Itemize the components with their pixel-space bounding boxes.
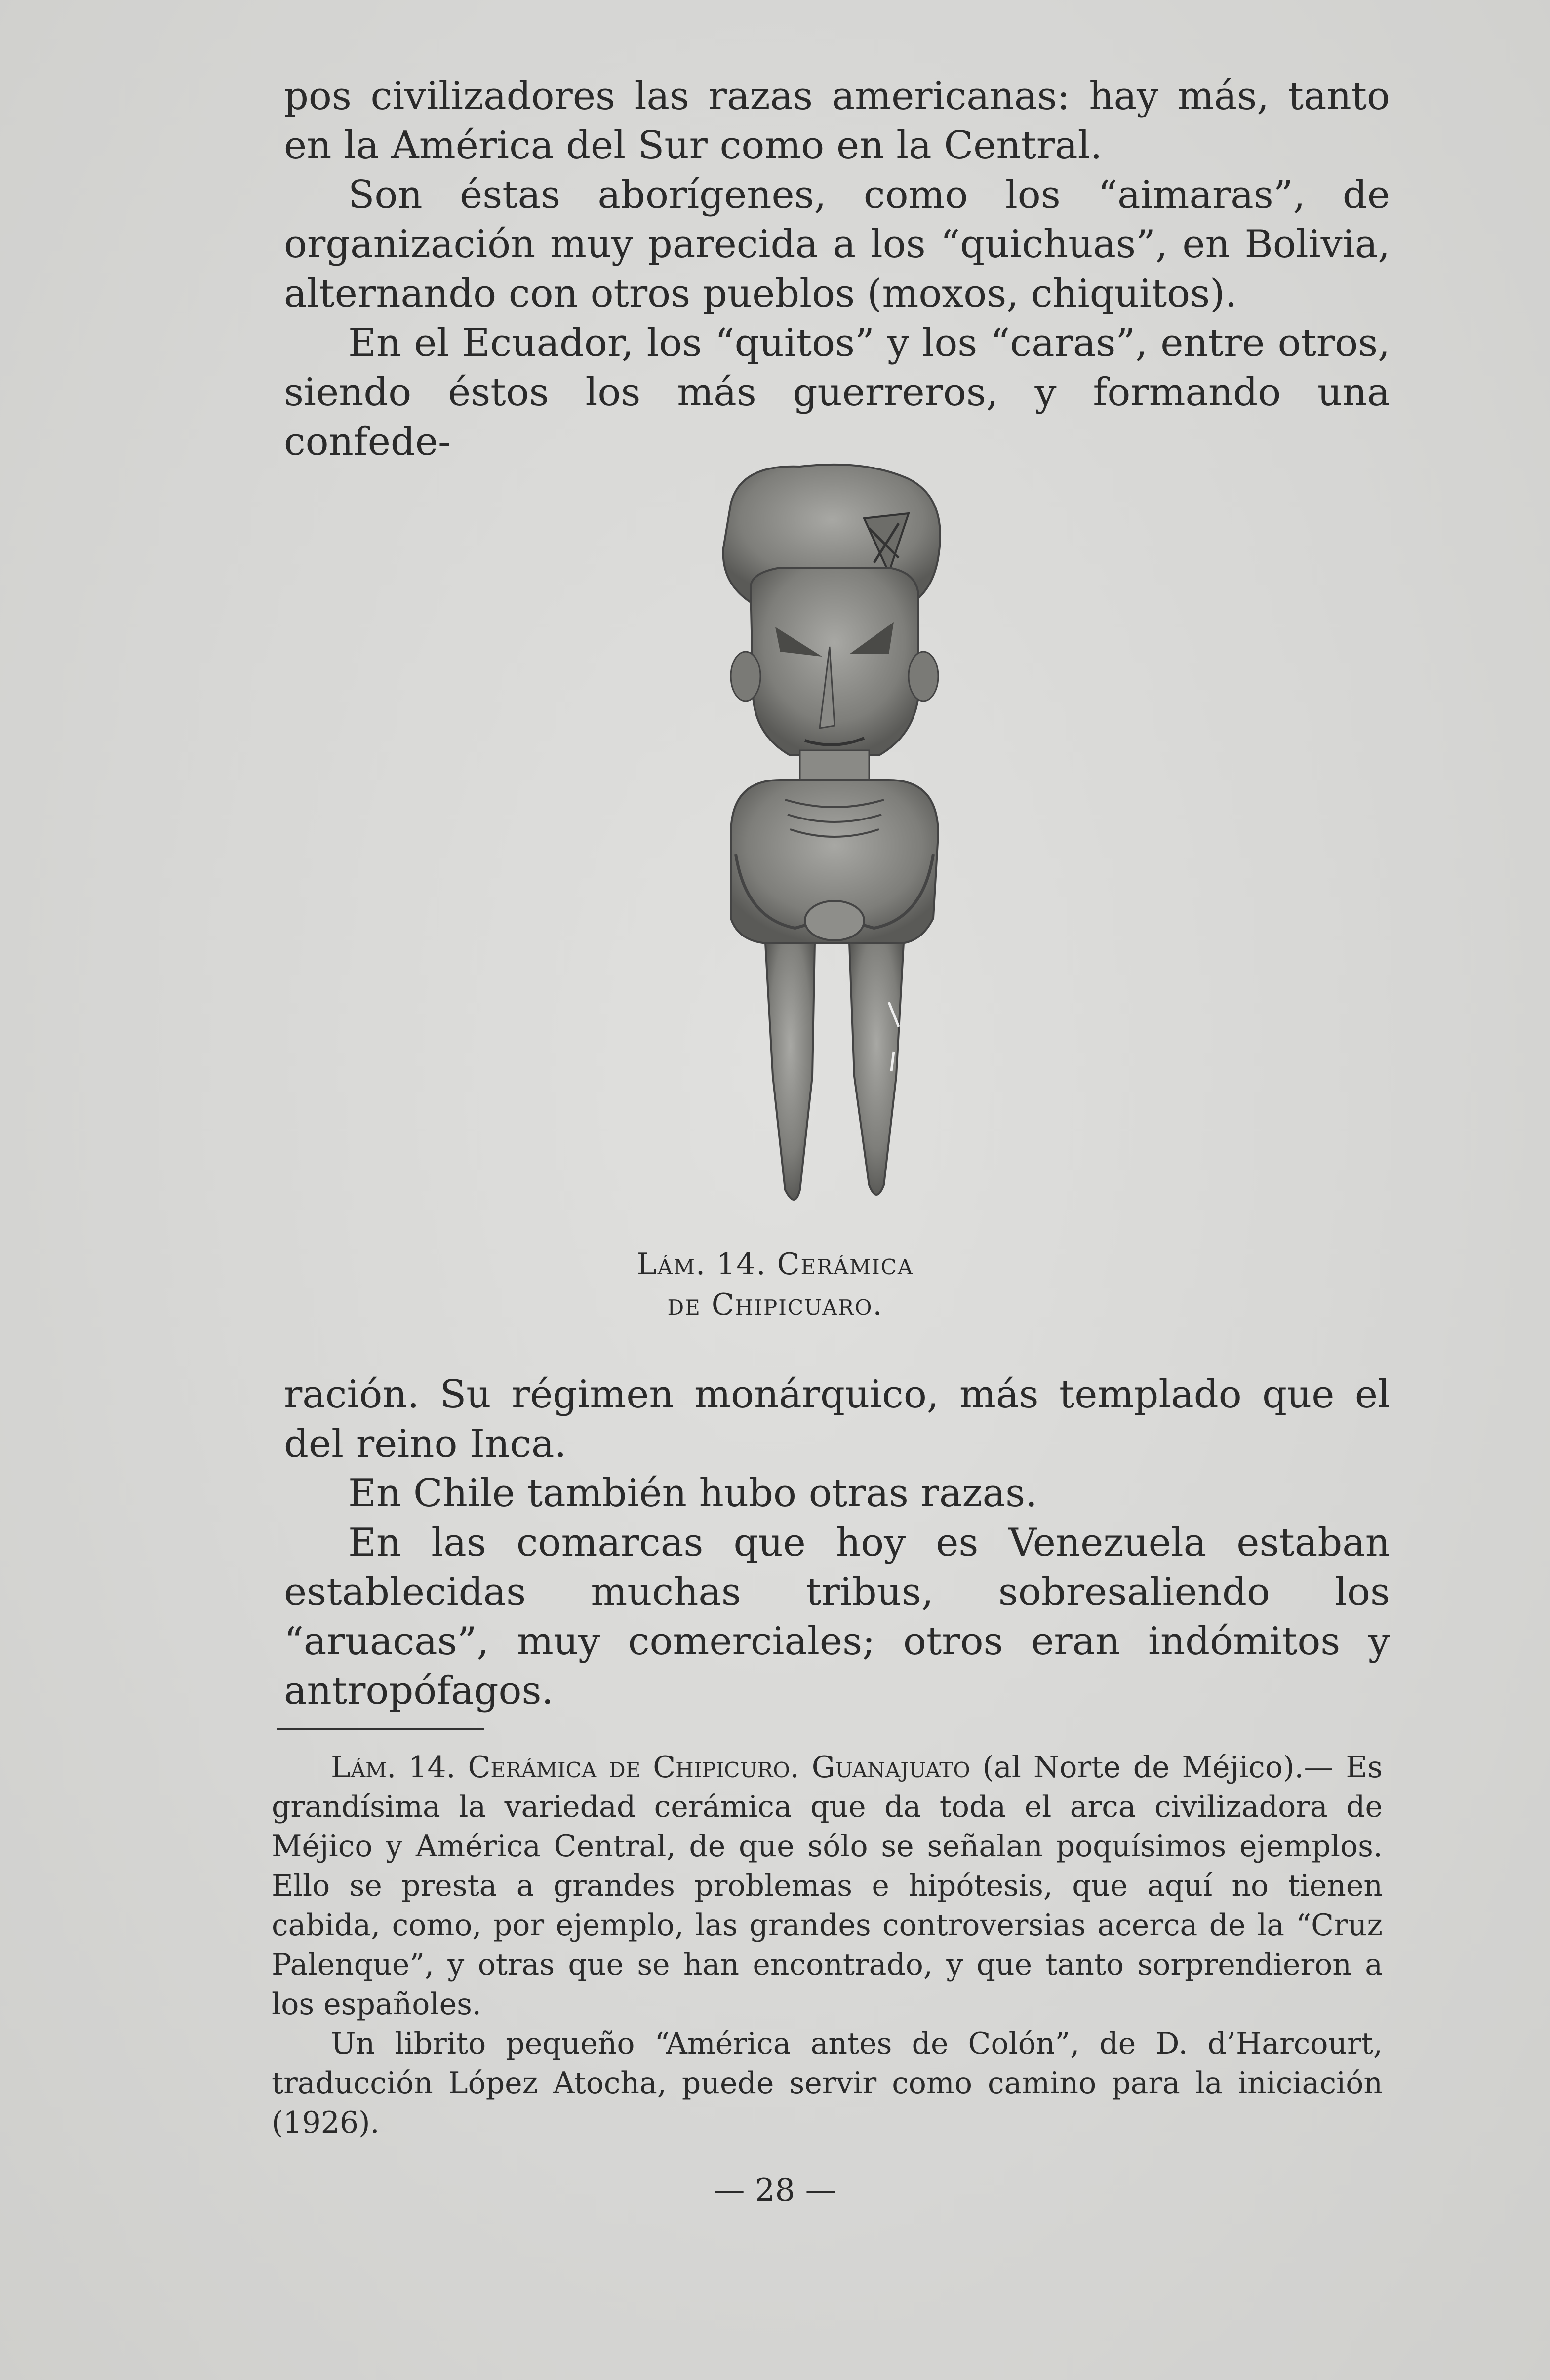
caption-line-2: de Chipicuaro. [667, 1288, 883, 1322]
page-number: — 28 — [713, 2172, 837, 2209]
ceramic-figurine-image [701, 459, 958, 1214]
paragraph-continuation-2: ración. Su régimen monárquico, más templado que el del reino Inca. [284, 1372, 1390, 1466]
footnote-block [272, 1748, 1383, 2143]
paragraph-ecuador: En el Ecuador, los “quitos” y los “caras”, entre otros, siendo éstos los más guerreros, y formando una confede- [284, 321, 1390, 464]
footnote-paragraph-2: Un librito pequeño “América antes de Colón”, de D. d’Harcourt, traducción López Atocha, puede servir como camino para la iniciación (1926). [272, 2027, 1383, 2140]
ceramic-figurine-illustration [701, 459, 958, 1214]
paragraph-chile: En Chile también hubo otras razas. [348, 1471, 1037, 1516]
footnote-paragraph-1 [272, 1748, 1383, 2024]
paragraph-venezuela: En las comarcas que hoy es Venezuela estaban establecidas muchas tribus, sobresaliendo los “aruacas”, muy comerciales; otros eran indómitos y antropófagos. [284, 1521, 1390, 1713]
footnote-heading: Lám. 14. Cerámica de Chipicuro. Guanajuato [331, 1750, 970, 1785]
footnote-divider [277, 1728, 484, 1730]
figure-caption [568, 1244, 983, 1325]
footnote-text-1: (al Norte de Méjico).— Es grandísima la variedad cerámica que da toda el arca civilizadora de Méjico y América Central, de que sólo se señalan poquísimos ejemplos. Ello se presta a grandes problemas e hipótesis, que aquí no tienen cabida, como, por ejemplo, las grandes controversias acerca de la “Cruz Palenque”, y otras que se han encontrado, y que tanto sorprendieron a los españoles. [272, 1750, 1383, 2022]
top-text-block [284, 72, 1390, 467]
bottom-text-block [284, 1370, 1390, 1716]
paragraph-aimaras: Son éstas aborígenes, como los “aimaras”, de organización muy parecida a los “quichuas”, en Bolivia, alternando con otros pueblos (moxos, chiquitos). [284, 173, 1390, 316]
caption-line-1: Lám. 14. Cerámica [636, 1247, 914, 1282]
paragraph-continuation: pos civilizadores las razas americanas: hay más, tanto en la América del Sur como en la Central. [284, 74, 1390, 168]
